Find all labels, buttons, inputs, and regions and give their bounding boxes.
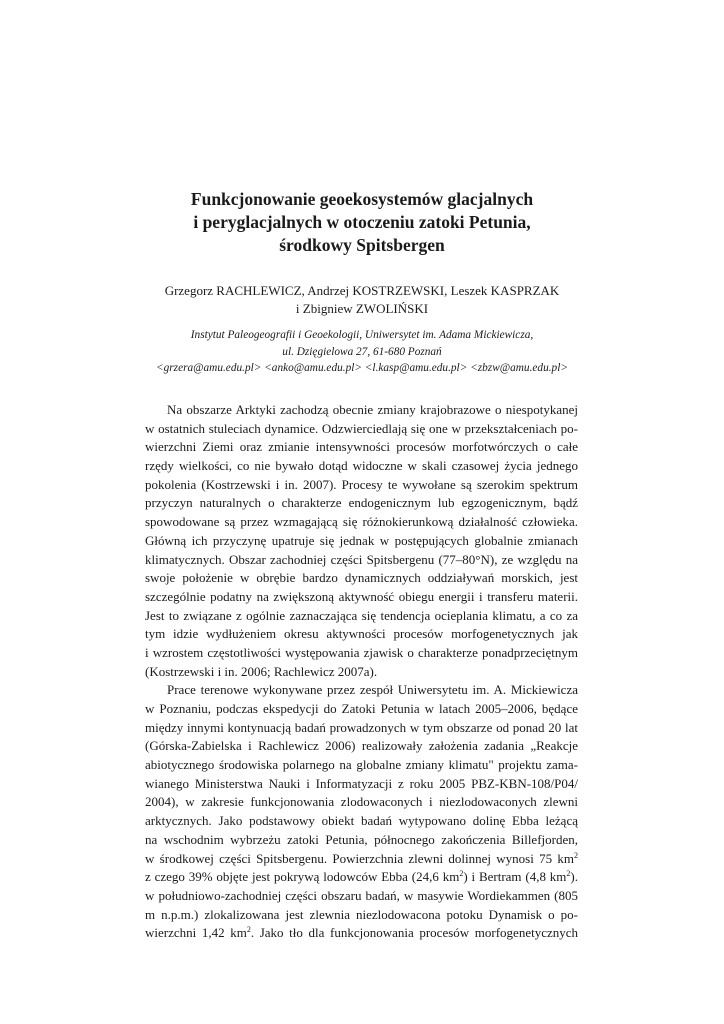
text-line: m n.p.m.) zlokalizowana jest zlewnia niezlodowacona potoku Dynamisk o po- (145, 906, 578, 922)
author-list (120, 282, 604, 318)
title-line: środkowy Spitsbergen (279, 235, 445, 255)
text-line: swoje położenie w obrębie bardzo dynamicznych oddziaływań morskich, jest (145, 570, 578, 586)
text-line: wianego Ministerstwa Nauki i Informatyzacji z roku 2005 PBZ-KBN-108/P04/ (145, 775, 578, 791)
affiliation-emails: <grzera@amu.edu.pl> <anko@amu.edu.pl> <l.kasp@amu.edu.pl> <zbzw@amu.edu.pl> (156, 362, 568, 374)
author-line: Grzegorz RACHLEWICZ, Andrzej KOSTRZEWSKI, Leszek KASPRZAK (164, 283, 560, 298)
article-title (120, 188, 604, 257)
text-line: Jest to związane z ogólnie zaznaczająca się tendencja ocieplania klimatu, a co za (145, 607, 578, 623)
text-line: w Poznaniu, podczas ekspedycji do Zatoki Petunia w latach 2005–2006, będące (145, 701, 578, 716)
text-line: rzędy wielkości, co nie bywało dotąd widoczne w skali czasowej życia jednego (145, 458, 578, 474)
author-line: i Zbigniew ZWOLIŃSKI (295, 301, 429, 316)
text-segment: w środkowej części Spitsbergenu. Powierzchnia zlewni dolinnej wynosi 75 km (145, 850, 574, 866)
superscript: 2 (566, 869, 571, 879)
text-line: (Górska-Zabielska i Rachlewicz 2006) realizowały założenia zadania „Reakcje (145, 738, 578, 754)
text-segment: ). (570, 869, 578, 885)
text-line (145, 868, 578, 887)
text-line: tym idzie wydłużeniem okresu aktywności procesów morfogenetycznych jak (145, 626, 578, 642)
text-line: pokolenia (Kostrzewski i in. 2007). Procesy te wywołane są szerokim spektrum (145, 476, 578, 492)
superscript: 2 (459, 869, 464, 879)
text-line: w ostatnich stuleciach dynamice. Odzwierciedlają się one w przekształceniach po- (145, 420, 578, 436)
text-line: (Kostrzewski i in. 2006; Rachlewicz 2007a). (145, 663, 378, 679)
text-line: Prace terenowe wykonywane przez zespół Uniwersytetu im. A. Mickiewicza (167, 682, 578, 698)
paragraph-2 (145, 681, 578, 943)
text-line: przyczyn naturalnych o charakterze endogenicznym lub egzogenicznym, bądź (145, 495, 578, 511)
title-line: Funkcjonowanie geoekosystemów glacjalnych (190, 189, 534, 209)
text-line: między innymi kontynuacją badań prowadzonych w tym obszarze od ponad 20 lat (145, 719, 578, 735)
text-line (145, 924, 578, 943)
superscript: 2 (246, 925, 251, 935)
superscript: 2 (574, 850, 578, 860)
text-segment: . (250, 925, 255, 941)
text-line (145, 850, 578, 869)
text-line: 2004), w zakresie funkcjonowania zlodowaconych i niezlodowaconych zlewni (145, 794, 578, 810)
text-line: Główną ich przyczynę upatruje się jednak w postępujących globalnie zmianach (145, 532, 578, 548)
text-segment: z czego 39% objęte jest pokrywą lodowców Ebba (24,6 km (145, 869, 460, 885)
text-line: spowodowane są przez wzmagającą się różnokierunkową działalność człowieka. (145, 514, 578, 530)
text-line: Na obszarze Arktyki zachodzą obecnie zmiany krajobrazowe o niespotykanej (167, 402, 578, 417)
text-line: klimatycznych. Obszar zachodniej części Spitsbergenu (77–80°N), ze względu na (145, 551, 578, 567)
text-segment: ) i Bertram (4,8 km (463, 869, 567, 885)
affiliation-line: ul. Dzięgielowa 27, 61-680 Poznań (282, 345, 442, 358)
text-line: w południowo-zachodniej części obszaru badań, w masywie Wordiekammen (805 (145, 887, 578, 903)
paragraph-1 (145, 401, 578, 681)
text-line: arktycznych. Jako podstawowy obiekt badań wytypowano dolinę Ebba leżącą (145, 813, 578, 829)
text-line: wierzchni Ziemi oraz zmianie intensywności procesów morfotwórczych o całe (145, 439, 578, 455)
affiliation (120, 327, 604, 377)
text-line: abiotycznego środowiska polarnego na globalne zmiany klimatu" projektu zama- (145, 757, 578, 773)
text-segment: wierzchni 1,42 km (145, 925, 247, 941)
text-line: i wzrostem częstotliwości występowania zjawisk o charakterze ponadprzeciętnym (145, 644, 578, 660)
text-line: szczególnie podatny na zwiększoną aktywność obiegu energii i transferu materii. (145, 588, 578, 604)
text-segment: Jako tło dla funkcjonowania procesów morfogenetycznych (259, 925, 579, 941)
body-text (145, 401, 578, 943)
text-line: na wschodnim wybrzeżu zatoki Petunia, północnego zakończenia Billefjorden, (145, 831, 578, 847)
affiliation-line: Instytut Paleogeografii i Geoekologii, Uniwersytet im. Adama Mickiewicza, (190, 329, 534, 341)
title-line: i peryglacjalnych w otoczeniu zatoki Petunia, (193, 212, 531, 232)
